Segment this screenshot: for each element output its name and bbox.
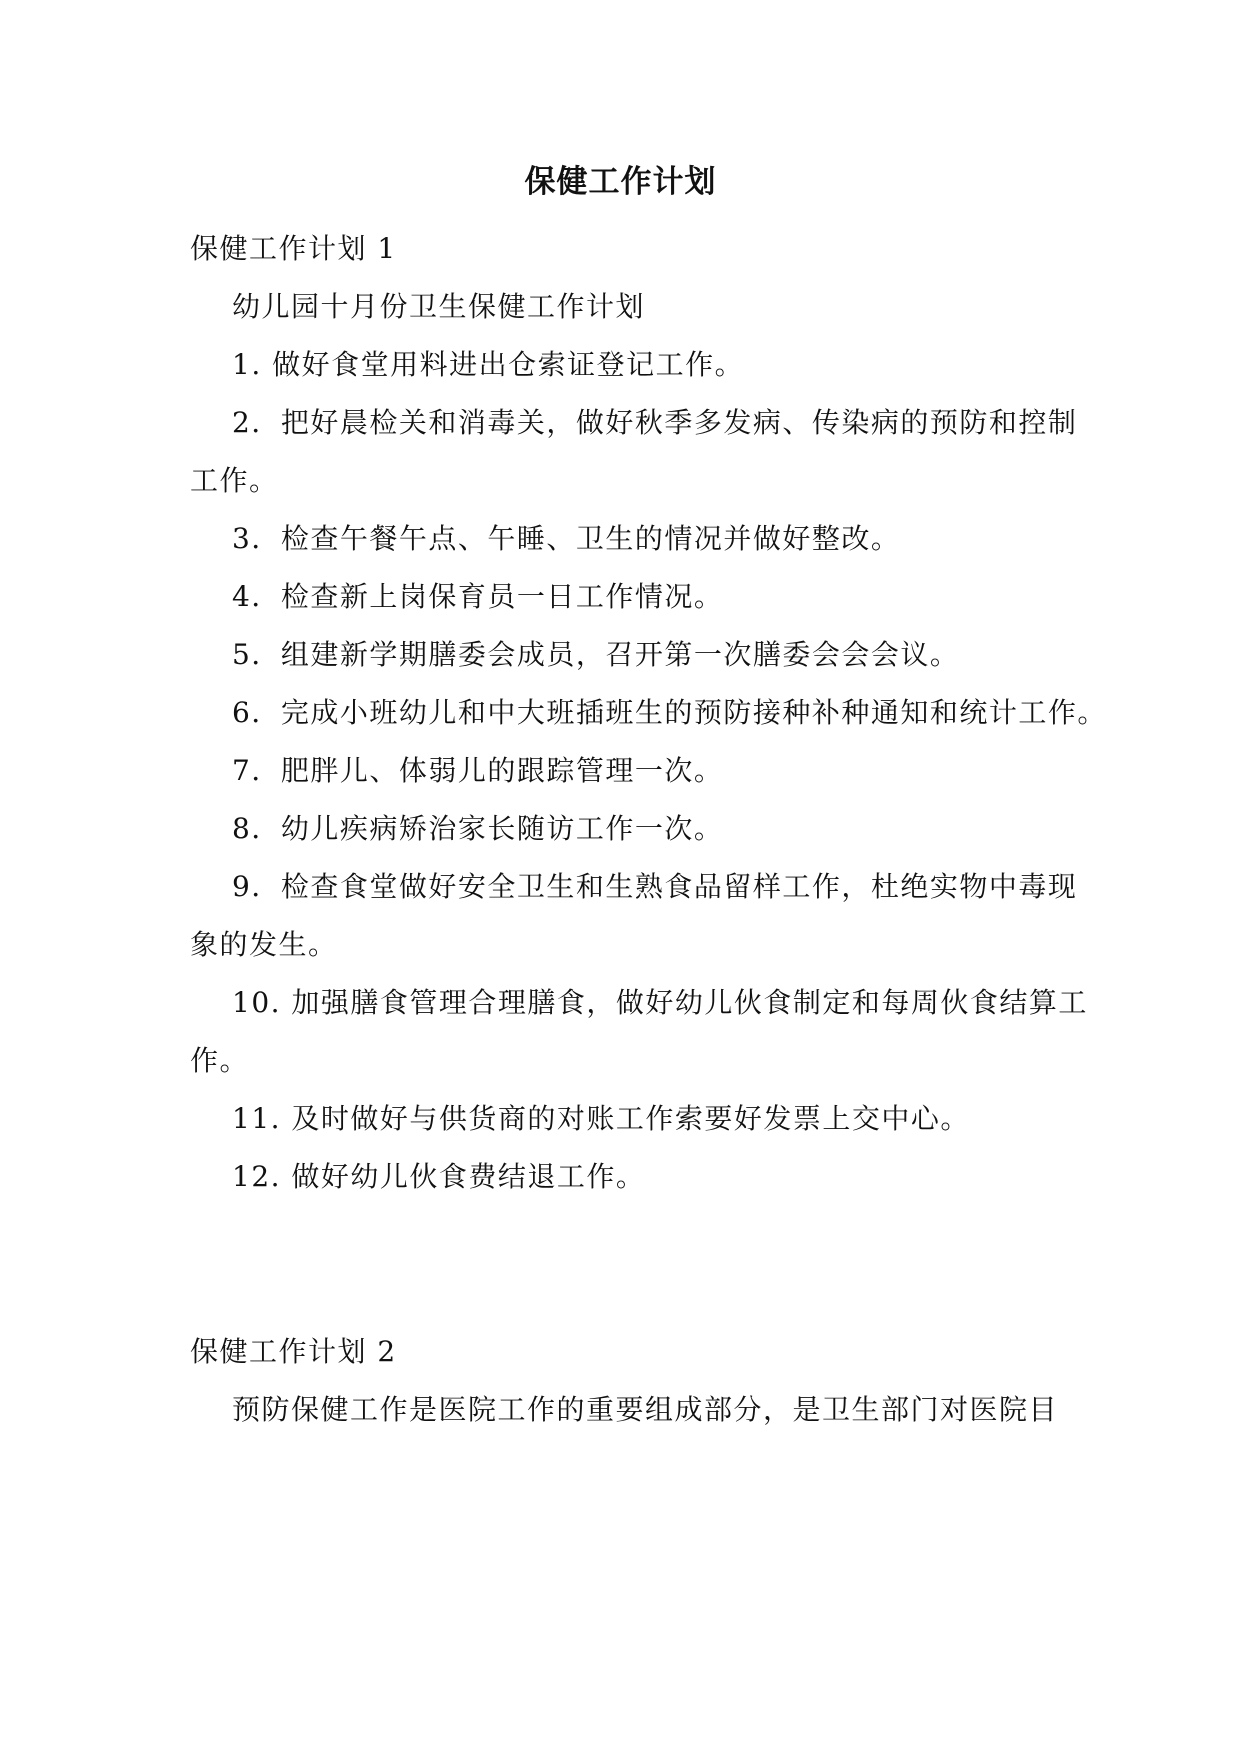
plan-item-7: 7．肥胖儿、体弱儿的跟踪管理一次。 [232,754,724,787]
plan-item-10: 10. 加强膳食管理合理膳食，做好幼儿伙食制定和每周伙食结算工 [232,986,1088,1019]
section-subtitle: 幼儿园十月份卫生保健工作计划 [232,290,646,323]
plan-item-2: 2．把好晨检关和消毒关，做好秋季多发病、传染病的预防和控制 [232,406,1078,439]
plan-item-3: 3．检查午餐午点、午睡、卫生的情况并做好整改。 [232,522,901,555]
section-heading-1: 保健工作计划 1 [190,232,397,265]
plan-item-11: 11. 及时做好与供货商的对账工作索要好发票上交中心。 [232,1102,970,1135]
plan-item-9-continuation: 象的发生。 [190,928,338,961]
plan-item-8: 8．幼儿疾病矫治家长随访工作一次。 [232,812,724,845]
plan-item-5: 5．组建新学期膳委会成员，召开第一次膳委会会会议。 [232,638,960,671]
plan-item-9: 9．检查食堂做好安全卫生和生熟食品留样工作，杜绝实物中毒现 [232,870,1078,903]
plan-item-6: 6．完成小班幼儿和中大班插班生的预防接种补种通知和统计工作。 [232,696,1107,729]
plan-item-2-continuation: 工作。 [190,464,279,497]
plan-item-10-continuation: 作。 [190,1044,250,1077]
plan-item-12: 12. 做好幼儿伙食费结退工作。 [232,1160,646,1193]
document-title: 保健工作计划 [524,164,717,200]
plan-item-1: 1. 做好食堂用料进出仓索证登记工作。 [232,348,745,381]
section-heading-2: 保健工作计划 2 [190,1335,397,1368]
section2-paragraph: 预防保健工作是医院工作的重要组成部分，是卫生部门对医院目 [232,1393,1059,1426]
plan-item-4: 4．检查新上岗保育员一日工作情况。 [232,580,724,613]
